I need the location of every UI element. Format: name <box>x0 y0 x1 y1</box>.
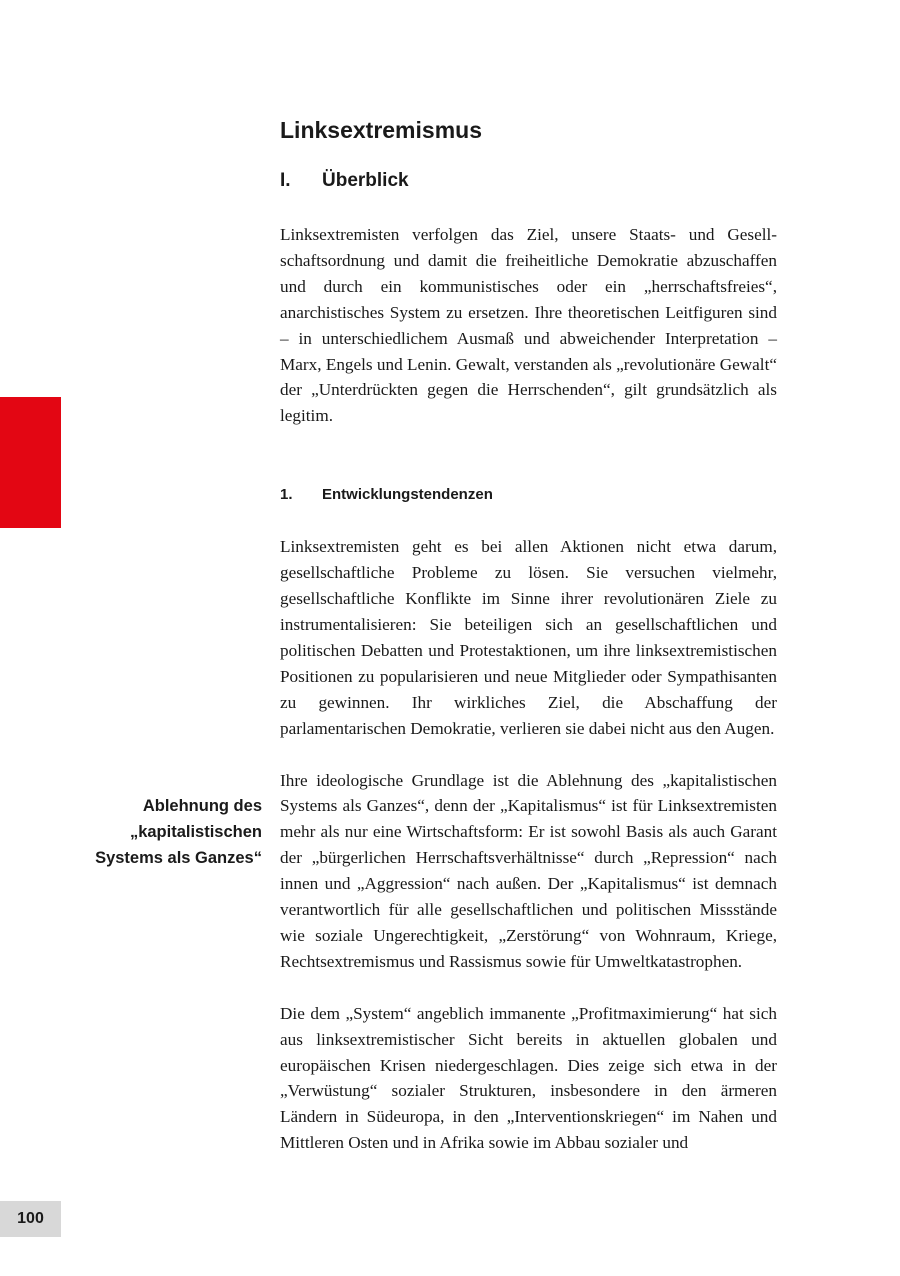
section-heading <box>280 166 777 196</box>
page-title: Linksextremismus <box>280 117 482 143</box>
margin-note <box>62 793 262 871</box>
margin-note-line: Ablehnung des <box>142 797 262 815</box>
section-number: I. <box>280 170 291 191</box>
page-number: 100 <box>0 1201 61 1237</box>
margin-note-line: „kapitalistischen <box>129 823 262 841</box>
subsection-title: Entwicklungstendenzen <box>322 486 493 504</box>
margin-note-line: Systems als Ganzes“ <box>95 849 262 867</box>
chapter-color-tab <box>0 397 61 528</box>
section-title: Überblick <box>322 170 409 191</box>
main-content <box>280 112 777 1156</box>
body-paragraph: Ihre ideologische Grundlage ist die Ablehnung des „kapitalistischen Systems als Ganzes“, denn der „Kapitalismus“ ist für Linksextremisten mehr als nur eine Wirtschaftsform: Er ist sowohl Basis als auch Garant der „bürgerlichen Herrschaftsverhältnisse“ durch „Repression“ nach innen und „Aggression“ nach außen. Der „Kapitalismus“ ist demnach verantwortlich für alle gesellschaftlichen und politischen Missstände wie soziale Ungerechtigkeit, „Zerstörung“ von Wohnraum, Kriege, Rechtsextremismus und Rassismus sowie für Umweltkatastrophen. <box>280 770 777 971</box>
body-paragraph: Die dem „System“ angeblich immanente „Profitmaximierung“ hat sich aus linksextremistischer Sicht bereits in aktuellen globalen und europäischen Krisen niedergeschlagen. Dies zeige sich etwa in der „Verwüstung“ sozialer Strukturen, insbesondere in den ärmeren Ländern in Südeuropa, in den „Interventionskriegen“ im Nahen und Mittleren Osten und in Afrika sowie im Abbau sozialer und <box>280 1003 777 1153</box>
subsection-heading <box>280 482 777 508</box>
intro-paragraph: Linksextremisten verfolgen das Ziel, unsere Staats- und Gesellschaftsordnung und damit die freiheitliche Demokratie abzuschaffen und durch ein kommunistisches oder ein „herrschaftsfreies“, anarchistisches System zu ersetzen. Ihre theoretischen Leitfiguren sind – in unterschiedlichem Ausmaß und abweichender Interpretation – Marx, Engels und Lenin. Gewalt, verstanden als „revolutionäre Gewalt“ der „Unterdrückten gegen die Herrschenden“, gilt grundsätzlich als legitim. <box>280 225 777 426</box>
subsection-number: 1. <box>280 486 293 504</box>
body-paragraph: Linksextremisten geht es bei allen Aktionen nicht etwa darum, gesellschaftliche Probleme zu lösen. Sie versuchen vielmehr, gesellschaftliche Konflikte im Sinne ihrer revolutionären Ziele zu instrumentalisieren: Sie beteiligen sich an gesellschaftlichen und politischen Debatten und Protestaktionen, um ihre linksextremistischen Positionen zu popularisieren und neue Mitglieder oder Sympathisanten zu gewinnen. Ihr wirkliches Ziel, die Abschaffung der parlamentarischen Demokratie, verlieren sie dabei nicht aus den Augen. <box>280 537 777 738</box>
